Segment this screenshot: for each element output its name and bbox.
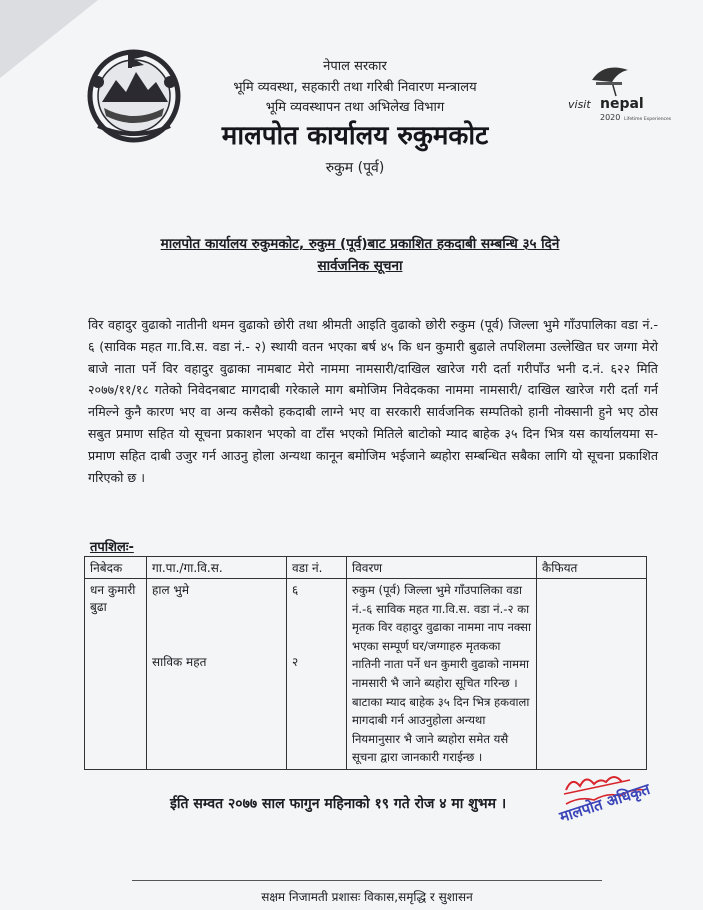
ward-former: २ (292, 655, 299, 669)
footer-divider (132, 880, 602, 881)
column-header-municipality: गा.पा./गा.वि.स. (147, 557, 287, 579)
column-header-ward: वडा नं. (287, 557, 347, 579)
ward-cell (287, 579, 347, 770)
table-header-row (85, 557, 647, 579)
remarks-cell (537, 579, 647, 770)
applicant-cell: धन कुमारी बुढा (85, 579, 147, 770)
government-name: नेपाल सरकार (323, 59, 387, 74)
footer-slogan: सक्षम निजामती प्रशासः विकास,समृद्धि र सुशासन (261, 890, 473, 904)
table-row (85, 579, 647, 770)
schedule-table (84, 556, 647, 770)
ministry-name: भूमि व्यवस्था, सहकारी तथा गरिबी निवारण मन्त्रालय (233, 80, 477, 95)
nepal-emblem-icon (84, 42, 184, 146)
visit-nepal-logo-icon (566, 60, 672, 126)
notice-title-line1: मालपोत कार्यालय रुकुमकोट, रुकुम (पूर्व)बाट प्रकाशित हकदाबी सम्बन्धि ३५ दिने (160, 236, 560, 252)
municipality-cell (147, 579, 287, 770)
municipality-former: साविक महत (152, 655, 207, 669)
column-header-remarks: कैफियत (537, 557, 647, 579)
column-header-applicant: निबेदक (85, 557, 147, 579)
department-name: भूमि व्यवस्थापन तथा अभिलेख विभाग (265, 100, 445, 115)
closing-line: ईति सम्वत २०७७ साल फागुन महिनाको १९ गते रोज ४ मा शुभम । (170, 796, 507, 812)
officer-stamp: मालपोत अधिकृत (557, 779, 653, 827)
office-name: मालपोत कार्यालय रुकुमकोट (221, 121, 489, 151)
ward-current: ६ (292, 583, 299, 597)
municipality-current: हाल भुमे (152, 583, 190, 597)
notice-title-line2: सार्वजनिक सूचना (317, 258, 403, 274)
svg-text:nepal: nepal (600, 96, 644, 112)
notice-body: विर वहादुर वुढाको नातीनी थमन वुढाको छोरी तथा श्रीमती आइति वुढाको छोरी रुकुम (पूर्व) जिल्ला भुमे गाँउपालिका वडा नं.- ६ (साविक महत गा.वि.स. वडा नं.- २) स्थायी वतन भएका बर्ष ४५ कि धन कुमारी बुढाले तपशिलमा उल्लेखित घर जग्गा मेरो बाजे नाता पर्ने विर वहादुर वुढाका नामबाट मेरो नाममा नामसारी/दाखिल खारेज गरी दर्ता गरीपाँउ भनी द.नं. ६२२ मिति २०७७/११/१८ गतेको निवेदनबाट मागदाबी गरेकाले माग बमोजिम निवेदकका नाममा नामसारी/ दाखिल खारेज गरी दर्ता गर्न नमिल्ने कुनै कारण भए वा अन्य कसैको हकदाबी लाग्ने भए वा सरकारी सार्वजनिक सम्पतिको हानी नोक्सानी हुने भए ठोस सबुत प्रमाण सहित यो सूचना प्रकाशन भएको वा टाँस भएको मितिले बाटोको म्याद बाहेक ३५ दिन भित्र यस कार्यालयमा स-प्रमाण सहित दाबी उजुर गर्न आउनु होला अन्यथा कानून बमोजिम भईजाने ब्यहोरा सम्बन्धित सबैका लागि यो सूचना प्रकाशित गरिएको छ । (88, 317, 658, 485)
schedule-label: तपशिलः- (90, 540, 134, 555)
column-header-description: विवरण (347, 557, 537, 579)
svg-text:2020: 2020 (600, 113, 621, 122)
district-name: रुकुम (पूर्व) (325, 160, 385, 176)
svg-text:Lifetime Experiences: Lifetime Experiences (624, 117, 672, 122)
svg-text:visit: visit (568, 98, 591, 111)
description-cell: रुकुम (पूर्व) जिल्ला भुमे गाँउपालिका वडा नं.-६ साविक महत गा.वि.स. वडा नं.-२ का मृतक विर वहादुर वुढाका नाममा नाप नक्सा भएका सम्पूर्ण घर/जग्गाहरु मृतकका नातिनी नाता पर्ने धन कुमारी वुढाको नाममा नामसारी भै जाने ब्यहोरा सूचित गरिन्छ । बाटाका म्याद बाहेक ३५ दिन भित्र हकवाला मागदाबी गर्न आउनुहोला अन्यथा नियमानुसार भै जाने ब्यहोरा समेत यसै सूचना द्वारा जानकारी गराईन्छ । (347, 579, 537, 770)
